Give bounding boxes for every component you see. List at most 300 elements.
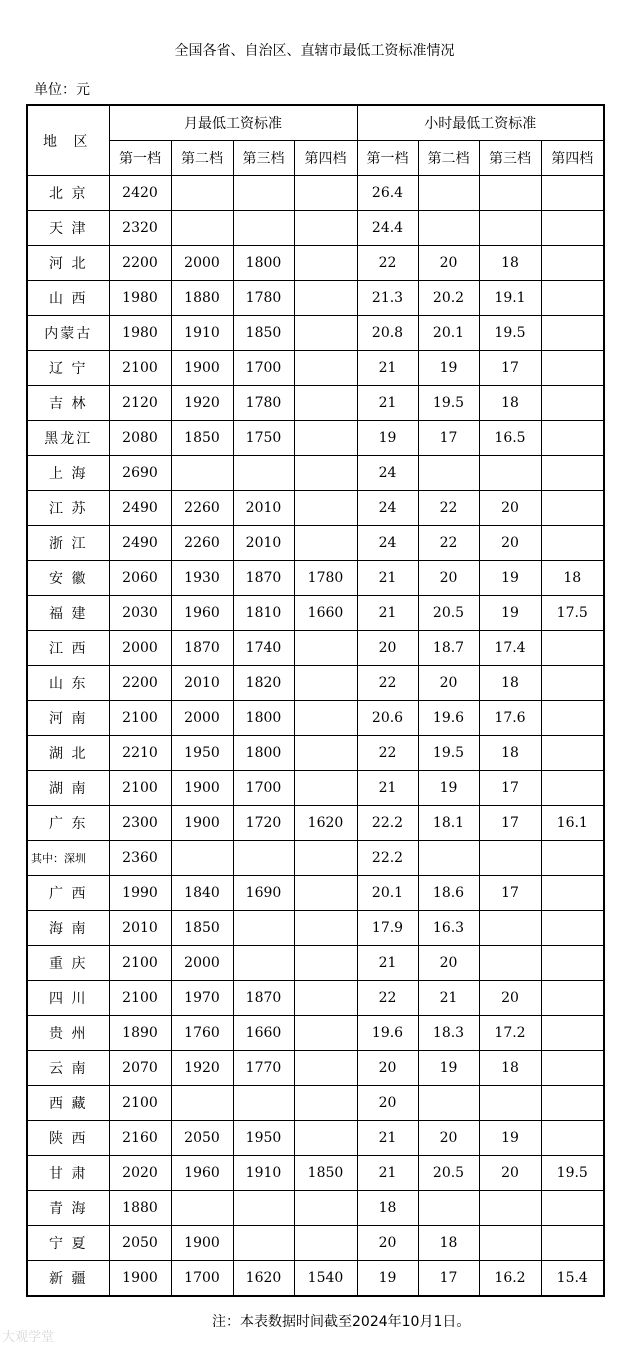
monthly-tier-2-cell: 1850: [171, 911, 233, 946]
region-cell: 其中：深圳: [27, 841, 109, 876]
hourly-tier-2-cell: [418, 841, 479, 876]
hourly-tier-4-cell: [541, 176, 604, 211]
table-row: [27, 1156, 604, 1191]
region-cell: 广 东: [27, 806, 109, 841]
region-cell: 湖 北: [27, 736, 109, 771]
hourly-tier-2-cell: 19: [418, 1051, 479, 1086]
hourly-tier-3-cell: 18: [479, 1051, 541, 1086]
hourly-tier-1-cell: 19: [357, 421, 418, 456]
table-row: [27, 841, 604, 876]
monthly-tier-1-cell: 2100: [109, 771, 171, 806]
table-row: [27, 1051, 604, 1086]
monthly-tier-2-cell: 1840: [171, 876, 233, 911]
monthly-tier-4-cell: [294, 351, 357, 386]
hourly-tier-2-cell: 20: [418, 1121, 479, 1156]
monthly-tier-4-cell: [294, 421, 357, 456]
monthly-tier-1-cell: 2100: [109, 981, 171, 1016]
hourly-tier-3-cell: 17.4: [479, 631, 541, 666]
hourly-tier-4-cell: [541, 491, 604, 526]
hourly-tier-2-cell: [418, 1191, 479, 1226]
monthly-tier-2-cell: 2050: [171, 1121, 233, 1156]
region-cell: 安 徽: [27, 561, 109, 596]
hourly-tier-4-cell: [541, 911, 604, 946]
hourly-tier-4-cell: [541, 386, 604, 421]
monthly-tier-3-cell: 1950: [233, 1121, 294, 1156]
hourly-tier-2-cell: [418, 176, 479, 211]
monthly-tier-2-cell: 1920: [171, 1051, 233, 1086]
table-row: [27, 771, 604, 806]
footnote: 注：本表数据时间截至2024年10月1日。: [212, 1314, 471, 1330]
table-row: [27, 631, 604, 666]
monthly-tier-2-cell: 1700: [171, 1261, 233, 1297]
monthly-tier-3-cell: 2010: [233, 526, 294, 561]
monthly-tier-3-header: 第三档: [233, 141, 294, 176]
monthly-tier-2-cell: 2000: [171, 701, 233, 736]
hourly-tier-4-cell: [541, 876, 604, 911]
hourly-tier-3-cell: 17.2: [479, 1016, 541, 1051]
monthly-tier-3-cell: 1820: [233, 666, 294, 701]
unit-label: 单位：元: [34, 82, 90, 98]
hourly-tier-2-cell: 20: [418, 246, 479, 281]
hourly-tier-3-cell: 16.5: [479, 421, 541, 456]
monthly-tier-4-cell: [294, 1226, 357, 1261]
hourly-tier-4-cell: [541, 701, 604, 736]
monthly-tier-4-cell: [294, 176, 357, 211]
monthly-tier-3-cell: 1750: [233, 421, 294, 456]
monthly-tier-4-header: 第四档: [294, 141, 357, 176]
table-row: [27, 176, 604, 211]
hourly-tier-3-cell: [479, 456, 541, 491]
hourly-tier-3-cell: 16.2: [479, 1261, 541, 1297]
hourly-tier-4-header: 第四档: [541, 141, 604, 176]
monthly-tier-3-cell: [233, 911, 294, 946]
monthly-tier-3-cell: 1700: [233, 351, 294, 386]
hourly-tier-2-cell: 19.5: [418, 386, 479, 421]
monthly-tier-1-cell: 2490: [109, 526, 171, 561]
monthly-tier-3-cell: 1780: [233, 281, 294, 316]
region-cell: 广 西: [27, 876, 109, 911]
monthly-tier-2-cell: 1900: [171, 1226, 233, 1261]
monthly-tier-1-cell: 2490: [109, 491, 171, 526]
hourly-tier-1-cell: 21: [357, 561, 418, 596]
hourly-tier-1-cell: 20.1: [357, 876, 418, 911]
hourly-tier-2-cell: 19: [418, 351, 479, 386]
monthly-tier-4-cell: [294, 526, 357, 561]
hourly-tier-4-cell: [541, 1191, 604, 1226]
hourly-tier-1-cell: 22: [357, 736, 418, 771]
monthly-tier-3-cell: 1720: [233, 806, 294, 841]
table-row: [27, 526, 604, 561]
monthly-tier-4-cell: [294, 1016, 357, 1051]
hourly-tier-1-cell: 20: [357, 1226, 418, 1261]
monthly-tier-1-cell: 2000: [109, 631, 171, 666]
region-cell: 新 疆: [27, 1261, 109, 1297]
region-cell: 山 东: [27, 666, 109, 701]
hourly-tier-2-cell: 17: [418, 1261, 479, 1297]
hourly-tier-2-cell: 22: [418, 526, 479, 561]
hourly-tier-1-cell: 21.3: [357, 281, 418, 316]
hourly-tier-4-cell: 16.1: [541, 806, 604, 841]
monthly-tier-2-cell: 2260: [171, 491, 233, 526]
table-title: 全国各省、自治区、直辖市最低工资标准情况: [174, 43, 455, 59]
hourly-tier-2-cell: 21: [418, 981, 479, 1016]
monthly-tier-3-cell: 1780: [233, 386, 294, 421]
table-row: [27, 386, 604, 421]
hourly-tier-2-cell: 19.5: [418, 736, 479, 771]
monthly-tier-1-cell: 2070: [109, 1051, 171, 1086]
table-row: [27, 1016, 604, 1051]
monthly-tier-2-cell: 1960: [171, 596, 233, 631]
hourly-tier-4-cell: [541, 841, 604, 876]
table-row: [27, 1191, 604, 1226]
monthly-tier-1-cell: 2160: [109, 1121, 171, 1156]
region-cell: 黑龙江: [27, 421, 109, 456]
monthly-tier-3-cell: [233, 456, 294, 491]
monthly-tier-1-cell: 1980: [109, 316, 171, 351]
monthly-tier-4-cell: [294, 911, 357, 946]
monthly-tier-1-cell: 2080: [109, 421, 171, 456]
monthly-tier-2-cell: 1970: [171, 981, 233, 1016]
monthly-tier-2-header: 第二档: [171, 141, 233, 176]
hourly-tier-4-cell: [541, 1121, 604, 1156]
table-row: [27, 1226, 604, 1261]
region-cell: 青 海: [27, 1191, 109, 1226]
hourly-tier-1-cell: 22: [357, 246, 418, 281]
hourly-tier-2-cell: 20.2: [418, 281, 479, 316]
region-cell: 湖 南: [27, 771, 109, 806]
hourly-tier-3-cell: [479, 911, 541, 946]
table-row: [27, 456, 604, 491]
monthly-tier-2-cell: [171, 1086, 233, 1121]
table-row: [27, 946, 604, 981]
hourly-tier-1-cell: 20.6: [357, 701, 418, 736]
hourly-tier-4-cell: [541, 281, 604, 316]
hourly-tier-4-cell: [541, 246, 604, 281]
monthly-tier-1-cell: 2030: [109, 596, 171, 631]
hourly-tier-1-cell: 18: [357, 1191, 418, 1226]
region-cell: 福 建: [27, 596, 109, 631]
hourly-tier-1-cell: 19: [357, 1261, 418, 1297]
table-body: [27, 176, 604, 1297]
monthly-tier-2-cell: 1760: [171, 1016, 233, 1051]
hourly-tier-1-cell: 21: [357, 386, 418, 421]
monthly-tier-4-cell: 1540: [294, 1261, 357, 1297]
monthly-tier-3-cell: [233, 946, 294, 981]
hourly-tier-3-cell: [479, 211, 541, 246]
monthly-tier-1-cell: 1990: [109, 876, 171, 911]
region-cell: 内蒙古: [27, 316, 109, 351]
monthly-tier-2-cell: 1920: [171, 386, 233, 421]
monthly-tier-4-cell: [294, 211, 357, 246]
monthly-tier-4-cell: [294, 491, 357, 526]
region-cell: 河 北: [27, 246, 109, 281]
monthly-tier-3-cell: 1870: [233, 981, 294, 1016]
hourly-tier-3-cell: 20: [479, 491, 541, 526]
monthly-tier-4-cell: [294, 1051, 357, 1086]
hourly-tier-4-cell: 18: [541, 561, 604, 596]
hourly-tier-2-cell: 20.5: [418, 1156, 479, 1191]
monthly-tier-4-cell: [294, 316, 357, 351]
hourly-tier-1-cell: 21: [357, 1156, 418, 1191]
region-cell: 浙 江: [27, 526, 109, 561]
monthly-tier-1-cell: 2010: [109, 911, 171, 946]
hourly-tier-1-cell: 22: [357, 666, 418, 701]
hourly-tier-4-cell: [541, 526, 604, 561]
table-row: [27, 281, 604, 316]
hourly-tier-1-cell: 24.4: [357, 211, 418, 246]
monthly-tier-1-cell: 2120: [109, 386, 171, 421]
monthly-tier-4-cell: [294, 841, 357, 876]
table-row: [27, 736, 604, 771]
hourly-tier-4-cell: [541, 666, 604, 701]
monthly-tier-1-cell: 1900: [109, 1261, 171, 1297]
monthly-tier-1-cell: 2200: [109, 246, 171, 281]
hourly-tier-2-cell: 20.1: [418, 316, 479, 351]
monthly-tier-1-cell: 1980: [109, 281, 171, 316]
monthly-tier-2-cell: [171, 841, 233, 876]
hourly-tier-2-cell: [418, 456, 479, 491]
monthly-tier-4-cell: [294, 386, 357, 421]
monthly-tier-3-cell: 1770: [233, 1051, 294, 1086]
monthly-tier-1-cell: 1890: [109, 1016, 171, 1051]
region-cell: 四 川: [27, 981, 109, 1016]
hourly-tier-4-cell: [541, 946, 604, 981]
monthly-tier-1-cell: 2100: [109, 701, 171, 736]
hourly-tier-3-cell: 19.1: [479, 281, 541, 316]
hourly-tier-2-cell: [418, 211, 479, 246]
region-cell: 江 西: [27, 631, 109, 666]
monthly-tier-1-cell: 2210: [109, 736, 171, 771]
monthly-tier-4-cell: [294, 876, 357, 911]
monthly-tier-2-cell: 1950: [171, 736, 233, 771]
table-row: [27, 666, 604, 701]
hourly-tier-1-cell: 22.2: [357, 841, 418, 876]
monthly-tier-3-cell: [233, 1191, 294, 1226]
monthly-tier-1-cell: 2100: [109, 351, 171, 386]
hourly-header: 小时最低工资标准: [357, 105, 604, 141]
hourly-tier-3-cell: 19: [479, 596, 541, 631]
hourly-tier-1-cell: 22.2: [357, 806, 418, 841]
monthly-tier-3-cell: 2010: [233, 491, 294, 526]
monthly-tier-3-cell: 1690: [233, 876, 294, 911]
hourly-tier-1-cell: 17.9: [357, 911, 418, 946]
table-row: [27, 911, 604, 946]
hourly-tier-1-cell: 21: [357, 351, 418, 386]
monthly-tier-4-cell: 1780: [294, 561, 357, 596]
monthly-tier-3-cell: [233, 176, 294, 211]
hourly-tier-3-cell: 18: [479, 666, 541, 701]
table-row: [27, 246, 604, 281]
hourly-tier-3-cell: [479, 1086, 541, 1121]
region-cell: 上 海: [27, 456, 109, 491]
monthly-tier-3-cell: [233, 841, 294, 876]
monthly-tier-1-cell: 1880: [109, 1191, 171, 1226]
hourly-tier-1-cell: 20.8: [357, 316, 418, 351]
monthly-tier-2-cell: 1900: [171, 351, 233, 386]
monthly-tier-4-cell: [294, 771, 357, 806]
monthly-tier-2-cell: 1850: [171, 421, 233, 456]
hourly-tier-4-cell: [541, 351, 604, 386]
monthly-tier-1-cell: 2020: [109, 1156, 171, 1191]
monthly-tier-3-cell: 1810: [233, 596, 294, 631]
hourly-tier-2-cell: 17: [418, 421, 479, 456]
hourly-tier-2-cell: 20: [418, 666, 479, 701]
region-cell: 海 南: [27, 911, 109, 946]
monthly-tier-3-cell: 1800: [233, 736, 294, 771]
hourly-tier-3-cell: 18: [479, 386, 541, 421]
hourly-tier-3-cell: 17: [479, 771, 541, 806]
hourly-tier-3-cell: [479, 1191, 541, 1226]
monthly-tier-1-cell: 2690: [109, 456, 171, 491]
table-row: [27, 701, 604, 736]
table-row: [27, 351, 604, 386]
hourly-tier-3-cell: 20: [479, 1156, 541, 1191]
table-row: [27, 1121, 604, 1156]
monthly-header: 月最低工资标准: [109, 105, 357, 141]
hourly-tier-2-cell: 20: [418, 561, 479, 596]
hourly-tier-1-cell: 20: [357, 1051, 418, 1086]
monthly-tier-2-cell: 2000: [171, 946, 233, 981]
hourly-tier-3-cell: 17.6: [479, 701, 541, 736]
monthly-tier-2-cell: [171, 1191, 233, 1226]
table-row: [27, 596, 604, 631]
monthly-tier-2-cell: 1960: [171, 1156, 233, 1191]
region-cell: 陕 西: [27, 1121, 109, 1156]
monthly-tier-1-cell: 2200: [109, 666, 171, 701]
region-cell: 北 京: [27, 176, 109, 211]
monthly-tier-4-cell: [294, 631, 357, 666]
hourly-tier-4-cell: [541, 771, 604, 806]
hourly-tier-3-cell: [479, 176, 541, 211]
table-row: [27, 491, 604, 526]
hourly-tier-1-cell: 24: [357, 491, 418, 526]
hourly-tier-2-cell: 20.5: [418, 596, 479, 631]
table-row: [27, 981, 604, 1016]
hourly-tier-4-cell: [541, 421, 604, 456]
hourly-tier-3-cell: 17: [479, 876, 541, 911]
hourly-tier-1-cell: 19.6: [357, 1016, 418, 1051]
hourly-tier-3-cell: [479, 1226, 541, 1261]
table-row: [27, 1261, 604, 1297]
monthly-tier-1-cell: 2050: [109, 1226, 171, 1261]
region-cell: 山 西: [27, 281, 109, 316]
monthly-tier-2-cell: 2000: [171, 246, 233, 281]
hourly-tier-2-cell: 20: [418, 946, 479, 981]
hourly-tier-2-cell: 22: [418, 491, 479, 526]
monthly-tier-4-cell: [294, 456, 357, 491]
minimum-wage-table: [26, 104, 605, 1297]
hourly-tier-3-cell: [479, 946, 541, 981]
monthly-tier-3-cell: 1740: [233, 631, 294, 666]
hourly-tier-3-cell: 17: [479, 351, 541, 386]
monthly-tier-3-cell: 1870: [233, 561, 294, 596]
monthly-tier-2-cell: 1910: [171, 316, 233, 351]
hourly-tier-2-header: 第二档: [418, 141, 479, 176]
hourly-tier-2-cell: 19: [418, 771, 479, 806]
monthly-tier-2-cell: 1900: [171, 771, 233, 806]
watermark: 大观学堂: [2, 1330, 55, 1345]
hourly-tier-1-cell: 21: [357, 596, 418, 631]
region-cell: 吉 林: [27, 386, 109, 421]
monthly-tier-2-cell: [171, 456, 233, 491]
hourly-tier-4-cell: [541, 736, 604, 771]
hourly-tier-2-cell: 18.6: [418, 876, 479, 911]
monthly-tier-3-cell: [233, 1086, 294, 1121]
monthly-tier-1-cell: 2420: [109, 176, 171, 211]
hourly-tier-3-cell: 17: [479, 806, 541, 841]
hourly-tier-2-cell: 18: [418, 1226, 479, 1261]
hourly-tier-4-cell: 15.4: [541, 1261, 604, 1297]
monthly-tier-4-cell: [294, 736, 357, 771]
monthly-tier-3-cell: 1800: [233, 246, 294, 281]
monthly-tier-4-cell: [294, 701, 357, 736]
hourly-tier-1-cell: 22: [357, 981, 418, 1016]
monthly-tier-4-cell: [294, 1121, 357, 1156]
hourly-tier-2-cell: 16.3: [418, 911, 479, 946]
monthly-tier-4-cell: [294, 946, 357, 981]
table-row: [27, 421, 604, 456]
hourly-tier-1-cell: 20: [357, 1086, 418, 1121]
hourly-tier-4-cell: [541, 1051, 604, 1086]
monthly-tier-4-cell: [294, 1086, 357, 1121]
region-cell: 甘 肃: [27, 1156, 109, 1191]
monthly-tier-3-cell: 1620: [233, 1261, 294, 1297]
hourly-tier-4-cell: [541, 1016, 604, 1051]
table-row: [27, 876, 604, 911]
monthly-tier-1-cell: 2100: [109, 946, 171, 981]
monthly-tier-4-cell: 1660: [294, 596, 357, 631]
monthly-tier-3-cell: 1850: [233, 316, 294, 351]
region-cell: 西 藏: [27, 1086, 109, 1121]
hourly-tier-1-cell: 24: [357, 526, 418, 561]
monthly-tier-3-cell: [233, 211, 294, 246]
monthly-tier-2-cell: 2260: [171, 526, 233, 561]
monthly-tier-3-cell: 1700: [233, 771, 294, 806]
hourly-tier-4-cell: [541, 456, 604, 491]
monthly-tier-4-cell: 1850: [294, 1156, 357, 1191]
monthly-tier-2-cell: 1900: [171, 806, 233, 841]
region-cell: 宁 夏: [27, 1226, 109, 1261]
monthly-tier-4-cell: [294, 666, 357, 701]
monthly-tier-1-cell: 2300: [109, 806, 171, 841]
monthly-tier-4-cell: [294, 981, 357, 1016]
hourly-tier-2-cell: [418, 1086, 479, 1121]
table-row: [27, 806, 604, 841]
monthly-tier-1-header: 第一档: [109, 141, 171, 176]
monthly-tier-3-cell: [233, 1226, 294, 1261]
region-cell: 重 庆: [27, 946, 109, 981]
monthly-tier-4-cell: [294, 281, 357, 316]
monthly-tier-4-cell: [294, 1191, 357, 1226]
monthly-tier-1-cell: 2320: [109, 211, 171, 246]
monthly-tier-1-cell: 2060: [109, 561, 171, 596]
table-row: [27, 561, 604, 596]
hourly-tier-1-header: 第一档: [357, 141, 418, 176]
hourly-tier-3-cell: 20: [479, 526, 541, 561]
hourly-tier-4-cell: [541, 981, 604, 1016]
table-row: [27, 316, 604, 351]
region-cell: 贵 州: [27, 1016, 109, 1051]
hourly-tier-4-cell: [541, 631, 604, 666]
hourly-tier-2-cell: 18.3: [418, 1016, 479, 1051]
monthly-tier-2-cell: [171, 211, 233, 246]
hourly-tier-1-cell: 26.4: [357, 176, 418, 211]
hourly-tier-1-cell: 20: [357, 631, 418, 666]
hourly-tier-1-cell: 24: [357, 456, 418, 491]
hourly-tier-4-cell: [541, 211, 604, 246]
table-row: [27, 1086, 604, 1121]
monthly-tier-3-cell: 1800: [233, 701, 294, 736]
